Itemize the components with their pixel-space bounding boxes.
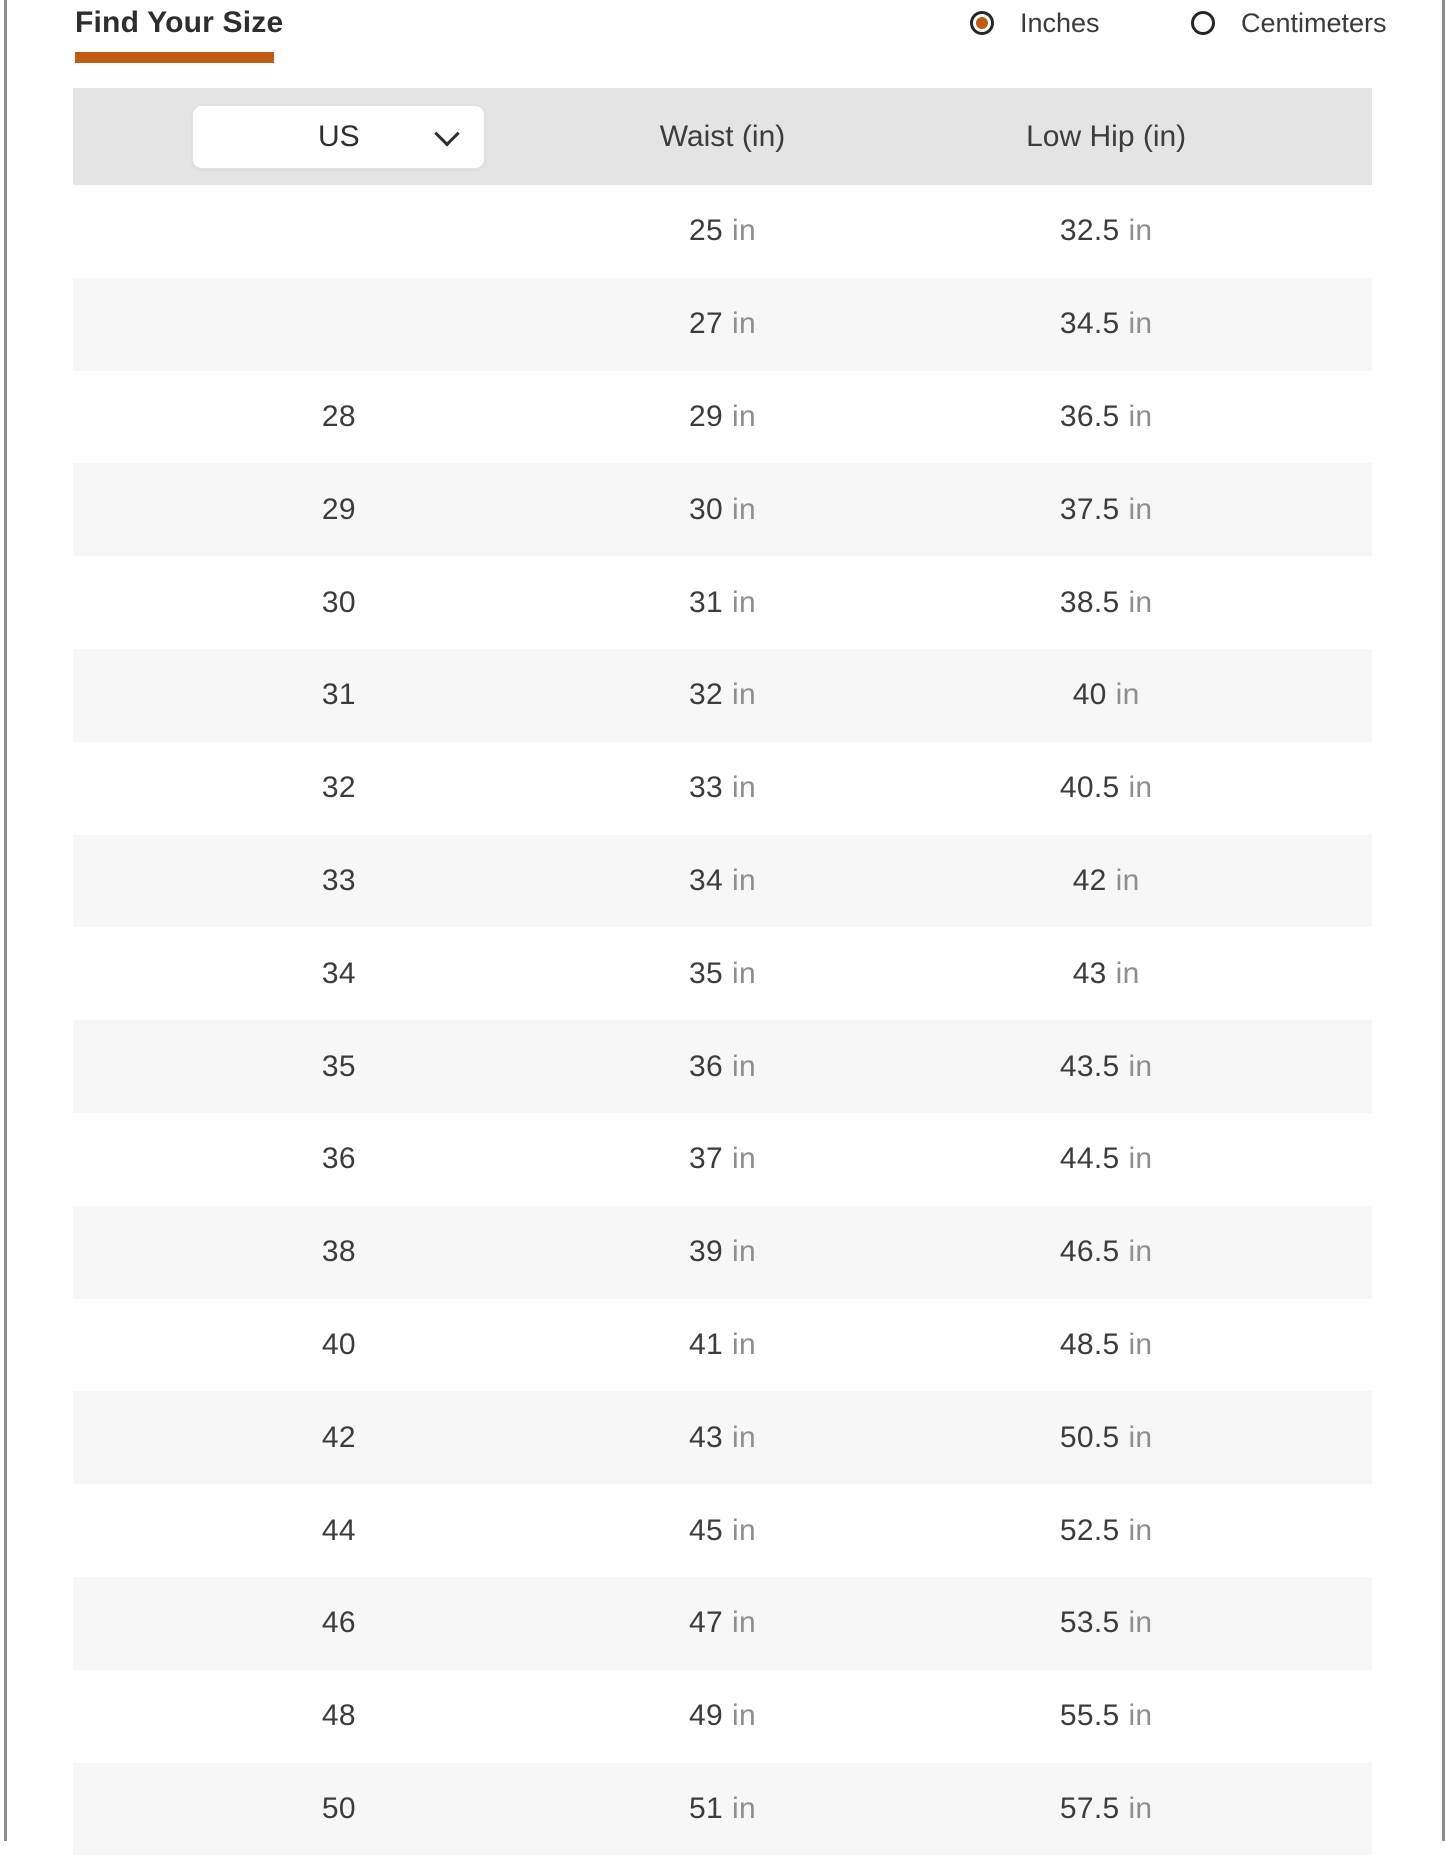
waist-value: 47 [689,1606,723,1640]
us-size-cell: 42 [321,1420,356,1454]
us-size-cell: 36 [321,1142,356,1176]
table-row [73,1670,1372,1763]
us-size-cell: 29 [321,492,356,526]
low-hip-cell [914,864,1298,898]
us-size-cell: 44 [321,1513,356,1547]
waist-unit: in [732,1606,756,1640]
low-hip-unit: in [1128,1327,1153,1361]
waist-unit: in [732,1142,756,1176]
low-hip-unit: in [1128,1699,1153,1733]
table-row [73,556,1372,649]
waist-value: 25 [689,214,723,248]
waist-unit: in [732,863,756,897]
low-hip-cell [914,1792,1298,1826]
low-hip-unit: in [1128,1420,1153,1454]
low-hip-value: 40.5 [1059,771,1120,805]
chevron-down-icon [435,121,460,146]
table-row [73,1299,1372,1392]
low-hip-value: 50.5 [1059,1420,1120,1454]
low-hip-value: 38.5 [1059,585,1120,619]
low-hip-cell [914,678,1298,712]
low-hip-unit: in [1128,307,1153,341]
unit-option-inches[interactable] [970,7,1100,39]
low-hip-cell [914,771,1298,805]
low-hip-unit: in [1128,1513,1153,1547]
table-row [73,185,1372,278]
waist-value: 32 [689,678,723,712]
table-row [73,649,1372,742]
unit-option-centimeters[interactable] [1191,7,1387,39]
waist-unit: in [732,1049,756,1083]
region-dropdown-value: US [317,119,360,153]
waist-cell [531,1514,915,1548]
low-hip-unit: in [1128,1606,1153,1640]
unit-option-label: Inches [1020,7,1100,38]
low-hip-unit: in [1128,1791,1153,1825]
waist-unit: in [732,771,756,805]
table-row [73,1484,1372,1577]
low-hip-cell [914,1142,1298,1176]
table-row [73,1577,1372,1670]
low-hip-value: 48.5 [1059,1327,1120,1361]
table-row [73,1113,1372,1206]
waist-cell [531,586,915,620]
waist-value: 30 [689,492,723,526]
waist-value: 31 [689,585,723,619]
waist-unit: in [732,1420,756,1454]
us-size-cell: 28 [321,399,356,433]
us-size-cell: 33 [321,863,356,897]
low-hip-cell [914,1514,1298,1548]
waist-unit: in [732,1235,756,1269]
us-size-cell: 30 [321,585,356,619]
low-hip-value: 32.5 [1059,214,1120,248]
waist-cell [531,957,915,991]
low-hip-cell [914,1050,1298,1084]
low-hip-unit: in [1115,863,1140,897]
waist-cell [531,678,915,712]
low-hip-value: 43 [1072,956,1107,990]
waist-cell [531,1421,915,1455]
low-hip-unit: in [1128,1049,1153,1083]
table-row [73,278,1372,371]
low-hip-value: 34.5 [1059,307,1120,341]
low-hip-value: 37.5 [1059,492,1120,526]
page-title: Find Your Size [75,6,284,39]
low-hip-cell [914,400,1298,434]
low-hip-cell [914,1699,1298,1733]
region-dropdown-cell [147,105,531,169]
low-hip-cell [914,1328,1298,1362]
waist-value: 33 [689,771,723,805]
low-hip-unit: in [1128,214,1153,248]
low-hip-value: 42 [1072,863,1107,897]
us-size-cell: 34 [321,956,356,990]
table-row [73,927,1372,1020]
waist-cell [531,1792,915,1826]
waist-value: 39 [689,1235,723,1269]
waist-cell [531,864,915,898]
waist-value: 45 [689,1513,723,1547]
low-hip-unit: in [1128,1142,1153,1176]
region-dropdown[interactable] [192,105,485,169]
low-hip-cell [914,1235,1298,1269]
waist-value: 29 [689,399,723,433]
table-row [73,835,1372,928]
low-hip-cell [914,586,1298,620]
waist-cell [531,493,915,527]
table-row [73,1763,1372,1855]
waist-value: 27 [689,307,723,341]
waist-unit: in [732,1327,756,1361]
waist-unit: in [732,1513,756,1547]
us-size-cell: 38 [321,1235,356,1269]
waist-unit: in [732,307,756,341]
column-header-low-hip: Low Hip (in) [1026,119,1187,153]
low-hip-value: 40 [1072,678,1107,712]
waist-unit: in [732,492,756,526]
title-underline [75,52,274,63]
us-size-cell: 32 [321,771,356,805]
low-hip-value: 44.5 [1059,1142,1120,1176]
waist-value: 35 [689,956,723,990]
low-hip-unit: in [1128,492,1153,526]
waist-unit: in [732,678,756,712]
table-header-row [73,88,1372,185]
waist-unit: in [732,1699,756,1733]
us-size-cell: 35 [321,1049,356,1083]
waist-value: 34 [689,863,723,897]
table-row [73,463,1372,556]
radio-dot [1197,17,1209,29]
waist-cell [531,1050,915,1084]
us-size-cell: 31 [321,678,356,712]
low-hip-cell [914,1421,1298,1455]
low-hip-value: 55.5 [1059,1699,1120,1733]
low-hip-cell [914,1606,1298,1640]
low-hip-value: 52.5 [1059,1513,1120,1547]
table-row [73,742,1372,835]
low-hip-unit: in [1128,771,1153,805]
table-row [73,1020,1372,1113]
low-hip-unit: in [1128,399,1153,433]
table-body [73,185,1372,1855]
waist-cell [531,1606,915,1640]
waist-value: 51 [689,1791,723,1825]
low-hip-unit: in [1128,585,1153,619]
unit-option-label: Centimeters [1241,7,1387,38]
left-window-border [4,0,7,1841]
us-size-cell: 40 [321,1327,356,1361]
low-hip-value: 57.5 [1059,1791,1120,1825]
table-row [73,1206,1372,1299]
low-hip-unit: in [1115,678,1140,712]
waist-value: 37 [689,1142,723,1176]
low-hip-cell [914,493,1298,527]
waist-cell [531,214,915,248]
table-row [73,371,1372,464]
radio-button-icon[interactable] [970,11,994,35]
column-header-waist: Waist (in) [659,119,786,153]
low-hip-value: 43.5 [1059,1049,1120,1083]
waist-unit: in [732,1791,756,1825]
waist-cell [531,771,915,805]
us-size-cell: 46 [321,1606,356,1640]
low-hip-value: 36.5 [1059,399,1120,433]
waist-unit: in [732,956,756,990]
table-row [73,1391,1372,1484]
waist-cell [531,1699,915,1733]
waist-cell [531,1235,915,1269]
waist-value: 36 [689,1049,723,1083]
waist-cell [531,1328,915,1362]
waist-cell [531,1142,915,1176]
waist-value: 43 [689,1420,723,1454]
low-hip-unit: in [1115,956,1140,990]
low-hip-unit: in [1128,1235,1153,1269]
waist-unit: in [732,399,756,433]
size-table [73,88,1372,1855]
low-hip-cell [914,957,1298,991]
waist-value: 41 [689,1327,723,1361]
waist-value: 49 [689,1699,723,1733]
radio-button-icon[interactable] [1191,11,1215,35]
low-hip-value: 46.5 [1059,1235,1120,1269]
waist-cell [531,307,915,341]
waist-unit: in [732,585,756,619]
waist-unit: in [732,214,756,248]
radio-dot [976,17,988,29]
low-hip-value: 53.5 [1059,1606,1120,1640]
waist-cell [531,400,915,434]
low-hip-cell [914,307,1298,341]
low-hip-cell [914,214,1298,248]
us-size-cell: 50 [321,1791,356,1825]
us-size-cell: 48 [321,1699,356,1733]
